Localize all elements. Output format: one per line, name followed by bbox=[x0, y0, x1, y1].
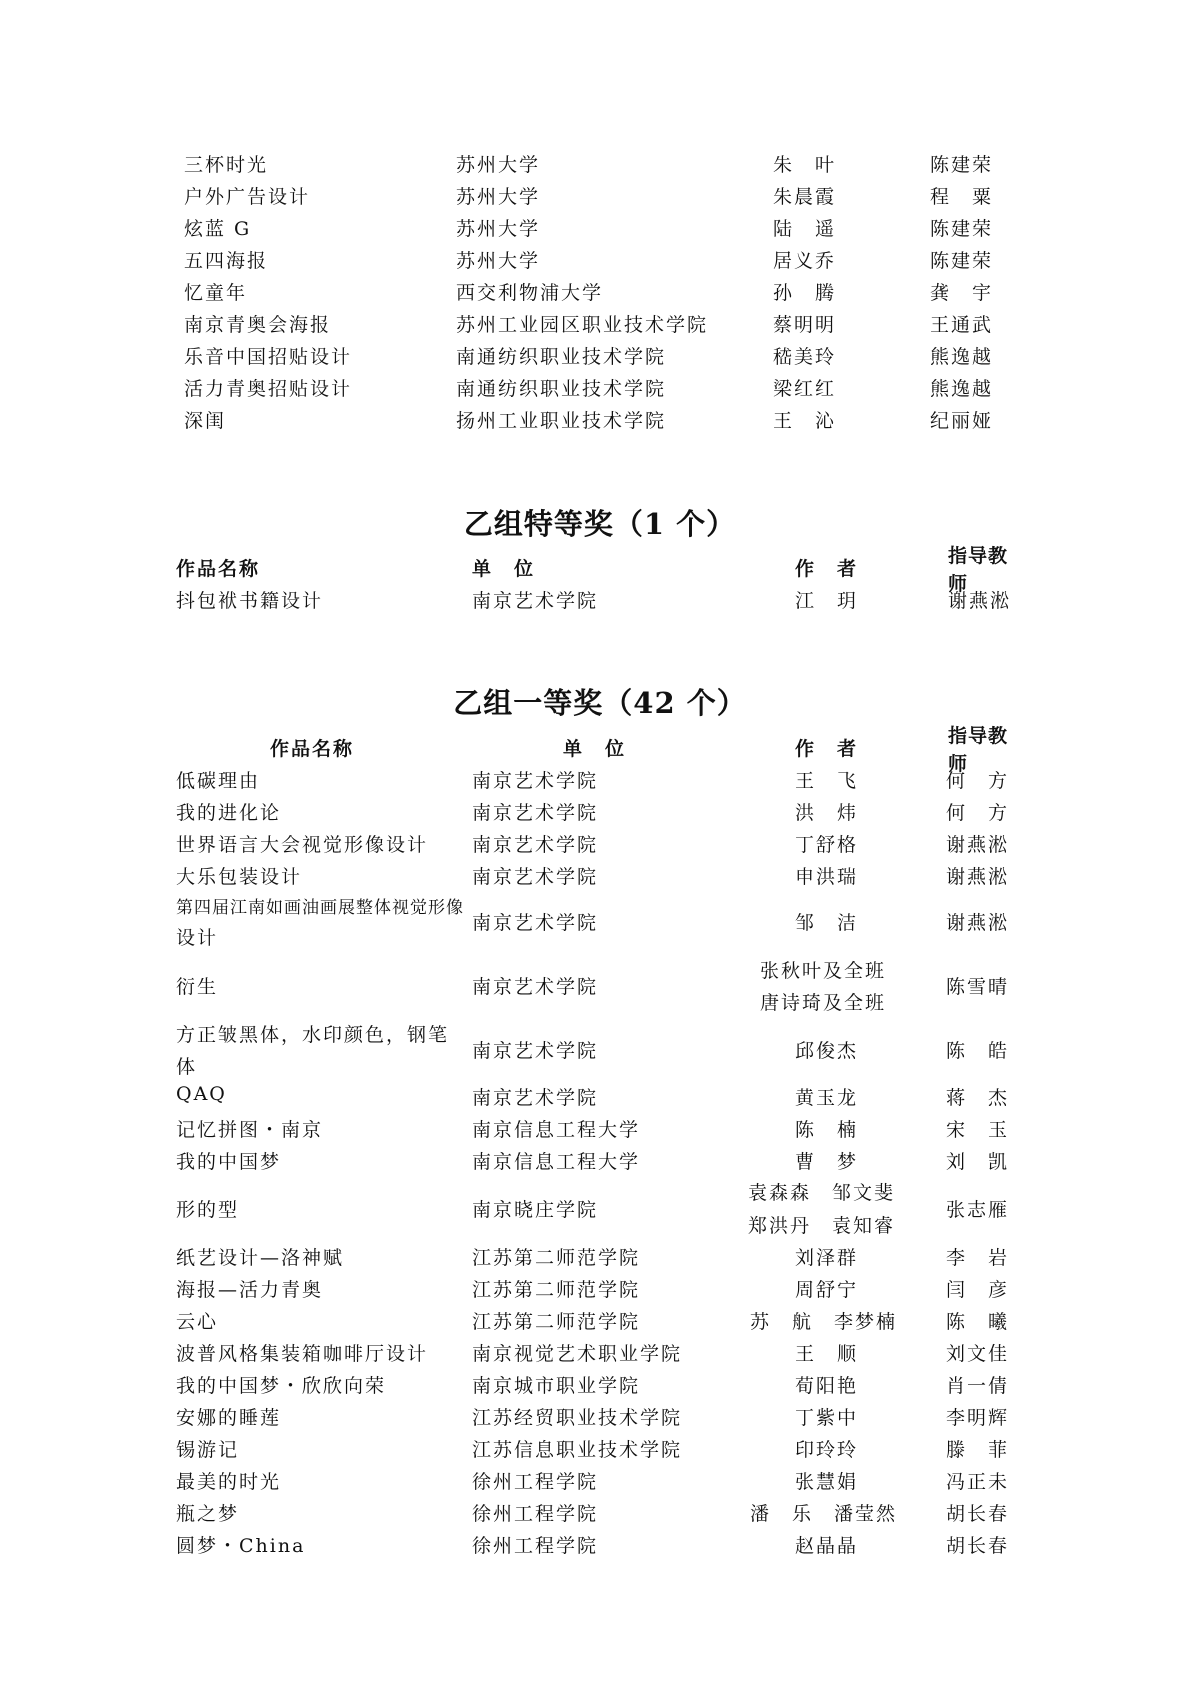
work-author: 丁紫中 bbox=[795, 1407, 859, 1429]
work-title: 南京青奥会海报 bbox=[184, 314, 332, 336]
table-row bbox=[0, 1178, 1200, 1238]
col-title-header: 作品名称 bbox=[176, 558, 261, 580]
work-unit: 江苏第二师范学院 bbox=[472, 1247, 641, 1269]
work-title: 五四海报 bbox=[184, 250, 269, 272]
work-title: 忆童年 bbox=[184, 282, 248, 304]
col-unit-header: 单 位 bbox=[472, 558, 536, 580]
work-title: 海报—活力青奥 bbox=[176, 1279, 324, 1301]
work-author-line1: 袁森森 邹文斐 bbox=[748, 1182, 896, 1204]
work-title: 衍生 bbox=[176, 976, 219, 998]
work-title: 深闺 bbox=[184, 410, 227, 432]
work-unit: 苏州大学 bbox=[456, 186, 541, 208]
work-teacher: 李 岩 bbox=[946, 1247, 1010, 1269]
work-unit: 南通纺织职业技术学院 bbox=[456, 346, 667, 368]
work-author-line1: 张秋叶及全班 bbox=[760, 960, 887, 982]
work-author: 周舒宁 bbox=[795, 1279, 859, 1301]
work-author: 张慧娟 bbox=[795, 1471, 859, 1493]
work-author: 苏 航 李梦楠 bbox=[750, 1311, 898, 1333]
work-unit: 徐州工程学院 bbox=[472, 1503, 599, 1525]
work-teacher: 肖一倩 bbox=[946, 1375, 1010, 1397]
work-author: 陈 楠 bbox=[795, 1119, 859, 1141]
work-teacher: 程 粟 bbox=[930, 186, 994, 208]
work-teacher: 冯正未 bbox=[946, 1471, 1010, 1493]
work-unit: 南京艺术学院 bbox=[472, 802, 599, 824]
work-author: 梁红红 bbox=[773, 378, 837, 400]
work-title-line2: 体 bbox=[176, 1056, 198, 1078]
work-unit: 南京晓庄学院 bbox=[472, 1199, 599, 1221]
work-title: 三杯时光 bbox=[184, 154, 269, 176]
work-title: QAQ bbox=[176, 1083, 227, 1105]
work-title: 低碳理由 bbox=[176, 770, 261, 792]
work-unit: 南京视觉艺术职业学院 bbox=[472, 1343, 683, 1365]
work-author: 蔡明明 bbox=[773, 314, 837, 336]
work-author: 孙 腾 bbox=[773, 282, 837, 304]
work-title: 瓶之梦 bbox=[176, 1503, 240, 1525]
work-author: 邱俊杰 bbox=[795, 1040, 859, 1062]
table-row bbox=[0, 956, 1200, 1014]
work-author: 朱 叶 bbox=[773, 154, 837, 176]
work-author: 洪 炜 bbox=[795, 802, 859, 824]
work-title: 纸艺设计—洛神赋 bbox=[176, 1247, 345, 1269]
work-unit: 徐州工程学院 bbox=[472, 1471, 599, 1493]
col-title-header: 作品名称 bbox=[270, 738, 355, 760]
work-unit: 南京城市职业学院 bbox=[472, 1375, 641, 1397]
work-author: 印玲玲 bbox=[795, 1439, 859, 1461]
work-teacher: 熊逸越 bbox=[930, 346, 994, 368]
work-title-line2: 设计 bbox=[176, 927, 219, 949]
work-teacher: 谢燕淞 bbox=[946, 834, 1010, 856]
work-unit: 苏州大学 bbox=[456, 154, 541, 176]
work-author: 王 飞 bbox=[795, 770, 859, 792]
work-unit: 南通纺织职业技术学院 bbox=[456, 378, 667, 400]
work-unit: 江苏信息职业技术学院 bbox=[472, 1439, 683, 1461]
work-unit: 南京艺术学院 bbox=[472, 1040, 599, 1062]
work-unit: 南京信息工程大学 bbox=[472, 1119, 641, 1141]
work-teacher: 王通武 bbox=[930, 314, 994, 336]
work-teacher: 胡长春 bbox=[946, 1535, 1010, 1557]
work-teacher: 谢燕淞 bbox=[948, 590, 1012, 612]
work-author: 王 顺 bbox=[795, 1343, 859, 1365]
work-title: 记忆拼图・南京 bbox=[176, 1119, 324, 1141]
work-title: 世界语言大会视觉形像设计 bbox=[176, 834, 429, 856]
work-unit: 南京艺术学院 bbox=[472, 1087, 599, 1109]
work-teacher: 陈建荣 bbox=[930, 218, 994, 240]
work-unit: 江苏第二师范学院 bbox=[472, 1279, 641, 1301]
work-teacher: 李明辉 bbox=[946, 1407, 1010, 1429]
work-author: 丁舒格 bbox=[795, 834, 859, 856]
work-teacher: 张志雁 bbox=[946, 1199, 1010, 1221]
work-author: 潘 乐 潘莹然 bbox=[750, 1503, 898, 1525]
work-author: 王 沁 bbox=[773, 410, 837, 432]
work-teacher: 陈 曦 bbox=[946, 1311, 1010, 1333]
work-unit: 江苏第二师范学院 bbox=[472, 1311, 641, 1333]
work-title-line1: 方正皱黑体，水印颜色，钢笔 bbox=[176, 1024, 450, 1046]
work-unit: 南京艺术学院 bbox=[472, 912, 599, 934]
col-teacher-header: 指导教师 bbox=[948, 725, 1009, 775]
work-teacher: 陈建荣 bbox=[930, 250, 994, 272]
work-teacher: 陈雪晴 bbox=[946, 976, 1010, 998]
section2-heading: 乙组一等奖（42 个） bbox=[453, 686, 747, 720]
work-author: 朱晨霞 bbox=[773, 186, 837, 208]
work-teacher: 胡长春 bbox=[946, 1503, 1010, 1525]
work-unit: 扬州工业职业技术学院 bbox=[456, 410, 667, 432]
work-title: 云心 bbox=[176, 1311, 219, 1333]
work-teacher: 陈建荣 bbox=[930, 154, 994, 176]
work-teacher: 龚 宇 bbox=[930, 282, 994, 304]
work-title: 安娜的睡莲 bbox=[176, 1407, 282, 1429]
work-author: 曹 梦 bbox=[795, 1151, 859, 1173]
work-teacher: 蒋 杰 bbox=[946, 1087, 1010, 1109]
work-teacher: 刘 凯 bbox=[946, 1151, 1010, 1173]
work-title: 我的中国梦 bbox=[176, 1151, 282, 1173]
work-author: 邹 洁 bbox=[795, 912, 859, 934]
work-author: 嵇美玲 bbox=[773, 346, 837, 368]
work-title: 圆梦・China bbox=[176, 1535, 306, 1557]
work-title: 波普风格集装箱咖啡厅设计 bbox=[176, 1343, 429, 1365]
work-teacher: 刘文佳 bbox=[946, 1343, 1010, 1365]
work-title: 大乐包装设计 bbox=[176, 866, 303, 888]
work-author: 江 玥 bbox=[795, 590, 859, 612]
work-unit: 南京艺术学院 bbox=[472, 834, 599, 856]
work-teacher: 闫 彦 bbox=[946, 1279, 1010, 1301]
work-author: 赵晶晶 bbox=[795, 1535, 859, 1557]
work-title: 户外广告设计 bbox=[184, 186, 311, 208]
work-author: 居义乔 bbox=[773, 250, 837, 272]
work-teacher: 何 方 bbox=[946, 802, 1010, 824]
work-unit: 南京艺术学院 bbox=[472, 866, 599, 888]
work-title: 我的进化论 bbox=[176, 802, 282, 824]
col-author-header: 作 者 bbox=[795, 738, 859, 760]
work-author-line2: 郑洪丹 袁知睿 bbox=[748, 1215, 896, 1237]
table-row bbox=[0, 893, 1200, 949]
col-author-header: 作 者 bbox=[795, 558, 859, 580]
work-teacher: 谢燕淞 bbox=[946, 866, 1010, 888]
work-title: 乐音中国招贴设计 bbox=[184, 346, 353, 368]
col-teacher-header: 指导教师 bbox=[948, 545, 1009, 595]
work-unit: 苏州大学 bbox=[456, 218, 541, 240]
work-title: 锡游记 bbox=[176, 1439, 240, 1461]
work-author: 荀阳艳 bbox=[795, 1375, 859, 1397]
work-title: 我的中国梦・欣欣向荣 bbox=[176, 1375, 387, 1397]
work-teacher: 纪丽娅 bbox=[930, 410, 994, 432]
work-teacher: 何 方 bbox=[946, 770, 1010, 792]
work-unit: 南京信息工程大学 bbox=[472, 1151, 641, 1173]
work-title: 形的型 bbox=[176, 1199, 240, 1221]
work-author: 陆 遥 bbox=[773, 218, 837, 240]
work-unit: 南京艺术学院 bbox=[472, 976, 599, 998]
work-unit: 苏州大学 bbox=[456, 250, 541, 272]
section1-heading: 乙组特等奖（1 个） bbox=[463, 507, 737, 541]
col-unit-header: 单 位 bbox=[563, 738, 627, 760]
work-unit: 苏州工业园区职业技术学院 bbox=[456, 314, 709, 336]
work-unit: 南京艺术学院 bbox=[472, 590, 599, 612]
work-teacher: 滕 菲 bbox=[946, 1439, 1010, 1461]
work-author: 黄玉龙 bbox=[795, 1087, 859, 1109]
work-teacher: 熊逸越 bbox=[930, 378, 994, 400]
work-teacher: 谢燕淞 bbox=[946, 912, 1010, 934]
work-title: 最美的时光 bbox=[176, 1471, 282, 1493]
work-title: 抖包袱书籍设计 bbox=[176, 590, 324, 612]
work-unit: 江苏经贸职业技术学院 bbox=[472, 1407, 683, 1429]
work-teacher: 陈 皓 bbox=[946, 1040, 1010, 1062]
work-author-line2: 唐诗琦及全班 bbox=[760, 992, 887, 1014]
work-unit: 南京艺术学院 bbox=[472, 770, 599, 792]
work-teacher: 宋 玉 bbox=[946, 1119, 1010, 1141]
work-unit: 西交利物浦大学 bbox=[456, 282, 604, 304]
work-author: 申洪瑞 bbox=[795, 866, 859, 888]
work-title-line1: 第四届江南如画油画展整体视觉形像 bbox=[176, 898, 464, 918]
table-row bbox=[0, 1020, 1200, 1078]
work-title: 活力青奥招贴设计 bbox=[184, 378, 353, 400]
work-title: 炫蓝 G bbox=[184, 218, 252, 240]
work-author: 刘泽群 bbox=[795, 1247, 859, 1269]
work-unit: 徐州工程学院 bbox=[472, 1535, 599, 1557]
